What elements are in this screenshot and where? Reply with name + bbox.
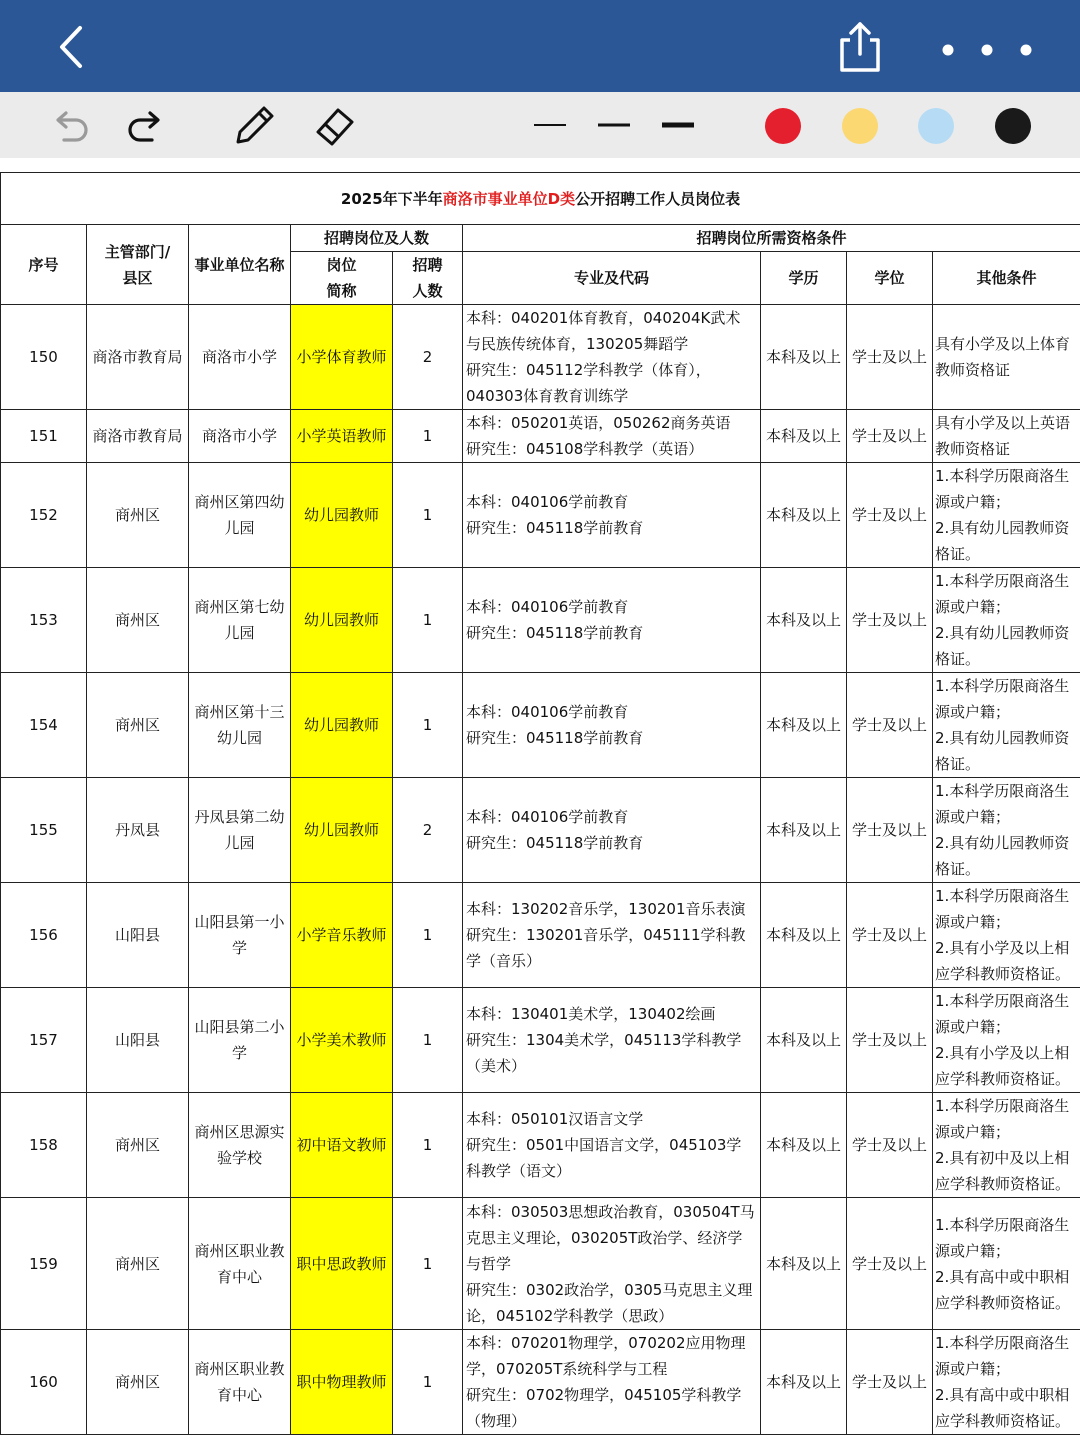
row-other-line: 教师资格证 <box>935 440 1011 458</box>
row-other <box>933 673 1080 778</box>
row-major-line: 本科：130202音乐学，130201音乐表演 <box>466 900 746 918</box>
row-major <box>463 568 761 673</box>
row-degree: 学士及以上 <box>847 1093 933 1198</box>
color-yellow-swatch[interactable] <box>842 108 878 144</box>
row-other-line: 源或户籍； <box>935 1123 1011 1141</box>
row-unit-line: 丹凤县第二幼 <box>194 808 285 826</box>
row-other-line: 2.具有初中及以上相 <box>935 1149 1070 1167</box>
row-unit-line: 验学校 <box>216 1149 262 1167</box>
undo-icon[interactable] <box>50 102 90 148</box>
row-unit-line: 儿园 <box>224 834 255 852</box>
row-edu: 本科及以上 <box>761 883 847 988</box>
row-major-line: 克思主义理论，030205T政治学、经济学 <box>466 1228 743 1247</box>
eraser-icon[interactable] <box>310 102 358 148</box>
row-post: 幼儿园教师 <box>291 568 393 673</box>
row-unit <box>189 1093 291 1198</box>
row-other-line: 2.具有幼儿园教师资 <box>935 624 1070 642</box>
row-major-line: 本科：130401美术学，130402绘画 <box>466 1005 716 1023</box>
row-other-line: 1.本科学历限商洛生 <box>935 1334 1070 1352</box>
line-width-thin[interactable] <box>528 102 572 148</box>
row-degree: 学士及以上 <box>847 568 933 673</box>
table-row <box>1 778 1080 883</box>
row-other-line: 应学科教师资格证。 <box>935 1412 1071 1430</box>
row-other-line: 源或户籍； <box>935 808 1011 826</box>
header-major: 专业及代码 <box>463 252 761 305</box>
row-post: 职中思政教师 <box>291 1198 393 1330</box>
row-unit-line: 育中心 <box>216 1267 262 1286</box>
row-other-line: 源或户籍； <box>935 1241 1011 1260</box>
row-major-line: 本科：050101汉语言文学 <box>466 1110 644 1128</box>
row-major-line: 研究生：0501中国语言文学，045103学 <box>466 1136 742 1154</box>
color-red-swatch[interactable] <box>765 108 801 144</box>
row-other <box>933 778 1080 883</box>
row-major-line: 本科：040106学前教育 <box>466 598 629 616</box>
row-other-line: 应学科教师资格证。 <box>935 1175 1071 1193</box>
row-unit-line: 商州区第四幼 <box>194 493 285 511</box>
row-count: 1 <box>393 410 463 463</box>
row-edu: 本科及以上 <box>761 1093 847 1198</box>
row-unit-line: 育中心 <box>216 1386 262 1404</box>
row-degree: 学士及以上 <box>847 1198 933 1330</box>
table-row <box>1 1093 1080 1198</box>
row-unit-line: 山阳县第二小 <box>194 1018 285 1036</box>
row-major <box>463 883 761 988</box>
row-major <box>463 463 761 568</box>
row-other-line: 1.本科学历限商洛生 <box>935 992 1070 1010</box>
row-unit-line: 商州区第七幼 <box>194 598 285 616</box>
row-edu: 本科及以上 <box>761 1198 847 1330</box>
row-unit-line: 山阳县第一小 <box>194 913 285 931</box>
row-other-line: 格证。 <box>935 545 981 563</box>
row-unit-line: 学 <box>231 939 247 957</box>
row-major-line: 本科：070201物理学，070202应用物理 <box>466 1334 746 1352</box>
row-major <box>463 988 761 1093</box>
row-degree: 学士及以上 <box>847 673 933 778</box>
row-post: 小学美术教师 <box>291 988 393 1093</box>
row-major <box>463 305 761 410</box>
row-other-line: 格证。 <box>935 860 981 878</box>
row-seq: 151 <box>1 410 87 463</box>
row-other-line: 2.具有小学及以上相 <box>935 1044 1070 1062</box>
row-other-line: 源或户籍； <box>935 598 1011 616</box>
row-other <box>933 1330 1080 1435</box>
row-count: 2 <box>393 778 463 883</box>
row-dept: 山阳县 <box>87 883 189 988</box>
row-edu: 本科及以上 <box>761 410 847 463</box>
color-lightblue-swatch[interactable] <box>918 108 954 144</box>
row-other <box>933 883 1080 988</box>
row-dept: 商洛市教育局 <box>87 410 189 463</box>
row-edu: 本科及以上 <box>761 988 847 1093</box>
row-seq: 152 <box>1 463 87 568</box>
row-major-line: 本科：030503思想政治教育，030504T马 <box>466 1202 755 1221</box>
row-major-line: 研究生：1304美术学，045113学科教学 <box>466 1031 742 1049</box>
row-other-line: 源或户籍； <box>935 1360 1011 1378</box>
header-post-name: 岗位 简称 <box>291 252 393 305</box>
header-seq: 序号 <box>1 225 87 305</box>
row-other <box>933 988 1080 1093</box>
table-row <box>1 305 1080 410</box>
row-seq: 150 <box>1 305 87 410</box>
row-major-line: 研究生：130201音乐学，045111学科教 <box>466 926 746 944</box>
row-dept: 商州区 <box>87 1093 189 1198</box>
row-seq: 154 <box>1 673 87 778</box>
back-icon[interactable] <box>52 22 96 72</box>
row-other-line: 源或户籍； <box>935 913 1011 931</box>
row-other-line: 应学科教师资格证。 <box>935 1070 1071 1088</box>
row-major-line: 学（音乐） <box>466 952 542 970</box>
row-other-line: 1.本科学历限商洛生 <box>935 887 1070 905</box>
row-other-line: 1.本科学历限商洛生 <box>935 677 1070 695</box>
row-other-line: 格证。 <box>935 650 981 668</box>
row-dept: 商州区 <box>87 463 189 568</box>
row-major <box>463 1093 761 1198</box>
header-edu: 学历 <box>761 252 847 305</box>
row-dept: 山阳县 <box>87 988 189 1093</box>
row-count: 2 <box>393 305 463 410</box>
row-unit-line: 商州区思源实 <box>194 1123 285 1141</box>
row-post: 职中物理教师 <box>291 1330 393 1435</box>
row-post: 小学英语教师 <box>291 410 393 463</box>
table-row <box>1 463 1080 568</box>
row-other <box>933 305 1080 410</box>
row-other <box>933 1198 1080 1330</box>
row-major <box>463 673 761 778</box>
row-other <box>933 1093 1080 1198</box>
row-count: 1 <box>393 463 463 568</box>
row-edu: 本科及以上 <box>761 305 847 410</box>
row-unit-line: 学 <box>231 1044 247 1062</box>
color-black-swatch[interactable] <box>995 108 1031 144</box>
annotation-toolbar <box>0 92 1080 158</box>
table-row <box>1 1330 1080 1435</box>
row-count: 1 <box>393 1093 463 1198</box>
row-unit-line: 幼儿园 <box>216 729 262 747</box>
row-seq: 160 <box>1 1330 87 1435</box>
row-major-line: 本科：040106学前教育 <box>466 703 629 721</box>
row-unit-line: 商州区职业教 <box>194 1241 285 1260</box>
row-unit-line: 商州区职业教 <box>194 1360 285 1378</box>
row-other-line: 1.本科学历限商洛生 <box>935 572 1070 590</box>
row-degree: 学士及以上 <box>847 988 933 1093</box>
row-other-line: 源或户籍； <box>935 493 1011 511</box>
row-major-line: 与民族传统体育，130205舞蹈学 <box>466 335 689 353</box>
row-seq: 157 <box>1 988 87 1093</box>
table-row <box>1 883 1080 988</box>
row-post: 小学体育教师 <box>291 305 393 410</box>
row-other-line: 2.具有幼儿园教师资 <box>935 729 1070 747</box>
row-dept: 商州区 <box>87 673 189 778</box>
row-major-line: 论，045102学科教学（思政） <box>466 1306 674 1325</box>
row-unit <box>189 305 291 410</box>
row-dept: 丹凤县 <box>87 778 189 883</box>
row-degree: 学士及以上 <box>847 463 933 568</box>
row-other <box>933 463 1080 568</box>
row-other <box>933 568 1080 673</box>
row-count: 1 <box>393 883 463 988</box>
more-icon[interactable] <box>930 36 1040 64</box>
row-other-line: 2.具有高中或中职相 <box>935 1386 1070 1404</box>
row-unit <box>189 673 291 778</box>
table-row <box>1 410 1080 463</box>
row-other-line: 源或户籍； <box>935 703 1011 721</box>
row-edu: 本科及以上 <box>761 463 847 568</box>
row-count: 1 <box>393 988 463 1093</box>
row-unit <box>189 1198 291 1330</box>
table-row <box>1 988 1080 1093</box>
row-major-line: 科教学（语文） <box>466 1162 572 1180</box>
table-body <box>1 305 1080 1435</box>
row-post: 初中语文教师 <box>291 1093 393 1198</box>
row-dept: 商州区 <box>87 568 189 673</box>
table-row <box>1 568 1080 673</box>
row-major-line: 研究生：0702物理学，045105学科教学 <box>466 1386 742 1404</box>
row-other-line: 2.具有小学及以上相 <box>935 939 1070 957</box>
row-seq: 155 <box>1 778 87 883</box>
row-edu: 本科及以上 <box>761 1330 847 1435</box>
row-major-line: （美术） <box>466 1057 527 1075</box>
row-major-line: 本科：050201英语，050262商务英语 <box>466 414 731 432</box>
row-major-line: 研究生：045118学前教育 <box>466 729 644 747</box>
row-dept: 商州区 <box>87 1198 189 1330</box>
page-title: 2025年下半年商洛市事业单位D类公开招聘工作人员岗位表 <box>1 173 1080 225</box>
row-post: 幼儿园教师 <box>291 673 393 778</box>
row-other-line: 2.具有幼儿园教师资 <box>935 834 1070 852</box>
row-count: 1 <box>393 1198 463 1330</box>
header-degree: 学位 <box>847 252 933 305</box>
row-major-line: （物理） <box>466 1412 527 1430</box>
row-degree: 学士及以上 <box>847 305 933 410</box>
row-major-line: 研究生：0302政治学，0305马克思主义理 <box>466 1280 753 1299</box>
row-other-line: 格证。 <box>935 755 981 773</box>
row-major-line: 研究生：045118学前教育 <box>466 624 644 642</box>
row-other-line: 应学科教师资格证。 <box>935 1293 1071 1312</box>
row-dept: 商州区 <box>87 1330 189 1435</box>
row-major-line: 研究生：045118学前教育 <box>466 519 644 537</box>
row-other-line: 教师资格证 <box>935 361 1011 379</box>
row-edu: 本科及以上 <box>761 673 847 778</box>
row-unit <box>189 410 291 463</box>
row-other-line: 应学科教师资格证。 <box>935 965 1071 983</box>
row-major-line: 本科：040201体育教育，040204K武术 <box>466 309 741 327</box>
header-unit: 事业单位名称 <box>189 225 291 305</box>
header-qual-group: 招聘岗位所需资格条件 <box>463 225 1080 252</box>
header-other: 其他条件 <box>933 252 1080 305</box>
redo-icon[interactable] <box>126 102 166 148</box>
header-dept: 主管部门/ 县区 <box>87 225 189 305</box>
row-major-line: 研究生：045108学科教学（英语） <box>466 440 704 458</box>
row-seq: 159 <box>1 1198 87 1330</box>
title-highlight: 商洛市事业单位D类 <box>442 189 576 208</box>
row-unit <box>189 568 291 673</box>
header-count: 招聘 人数 <box>393 252 463 305</box>
row-post: 小学音乐教师 <box>291 883 393 988</box>
row-unit <box>189 1330 291 1435</box>
row-seq: 156 <box>1 883 87 988</box>
app-top-bar <box>0 0 1080 92</box>
row-major <box>463 410 761 463</box>
row-other-line: 源或户籍； <box>935 1018 1011 1036</box>
row-major-line: 研究生：045112学科教学（体育）， <box>466 361 711 379</box>
pencil-icon[interactable] <box>230 102 278 148</box>
row-unit-line: 儿园 <box>224 624 255 642</box>
row-unit-line: 商洛市小学 <box>201 427 277 445</box>
row-degree: 学士及以上 <box>847 778 933 883</box>
row-edu: 本科及以上 <box>761 568 847 673</box>
document-page <box>0 172 1080 1428</box>
row-count: 1 <box>393 568 463 673</box>
row-count: 1 <box>393 673 463 778</box>
row-post: 幼儿园教师 <box>291 778 393 883</box>
row-unit <box>189 883 291 988</box>
row-unit-line: 商州区第十三 <box>194 703 285 721</box>
recruitment-table <box>0 172 1080 1435</box>
row-major <box>463 1198 761 1330</box>
row-edu: 本科及以上 <box>761 778 847 883</box>
row-other-line: 1.本科学历限商洛生 <box>935 782 1070 800</box>
row-degree: 学士及以上 <box>847 1330 933 1435</box>
line-width-thick[interactable] <box>656 102 700 148</box>
row-seq: 153 <box>1 568 87 673</box>
row-unit-line: 儿园 <box>224 519 255 537</box>
row-count: 1 <box>393 1330 463 1435</box>
row-other-line: 具有小学及以上英语 <box>935 414 1071 432</box>
row-other-line: 2.具有幼儿园教师资 <box>935 519 1070 537</box>
header-post-group: 招聘岗位及人数 <box>291 225 463 252</box>
row-major <box>463 1330 761 1435</box>
table-row <box>1 1198 1080 1330</box>
row-other-line: 1.本科学历限商洛生 <box>935 1215 1070 1234</box>
row-unit <box>189 988 291 1093</box>
row-major-line: 040303体育教育训练学 <box>466 387 629 405</box>
row-major-line: 本科：040106学前教育 <box>466 493 629 511</box>
row-degree: 学士及以上 <box>847 410 933 463</box>
row-major <box>463 778 761 883</box>
row-unit-line: 商洛市小学 <box>201 348 277 366</box>
row-unit <box>189 463 291 568</box>
row-dept: 商洛市教育局 <box>87 305 189 410</box>
row-unit <box>189 778 291 883</box>
row-major-line: 本科：040106学前教育 <box>466 808 629 826</box>
row-other-line: 具有小学及以上体育 <box>935 335 1071 353</box>
row-major-line: 研究生：045118学前教育 <box>466 834 644 852</box>
row-other <box>933 410 1080 463</box>
row-other-line: 1.本科学历限商洛生 <box>935 1097 1070 1115</box>
row-other-line: 2.具有高中或中职相 <box>935 1267 1070 1286</box>
table-row <box>1 673 1080 778</box>
row-major-line: 与哲学 <box>466 1254 512 1273</box>
row-other-line: 1.本科学历限商洛生 <box>935 467 1070 485</box>
row-major-line: 学，070205T系统科学与工程 <box>466 1360 668 1378</box>
line-width-medium[interactable] <box>592 102 636 148</box>
row-seq: 158 <box>1 1093 87 1198</box>
share-icon[interactable] <box>836 20 884 74</box>
row-degree: 学士及以上 <box>847 883 933 988</box>
row-post: 幼儿园教师 <box>291 463 393 568</box>
